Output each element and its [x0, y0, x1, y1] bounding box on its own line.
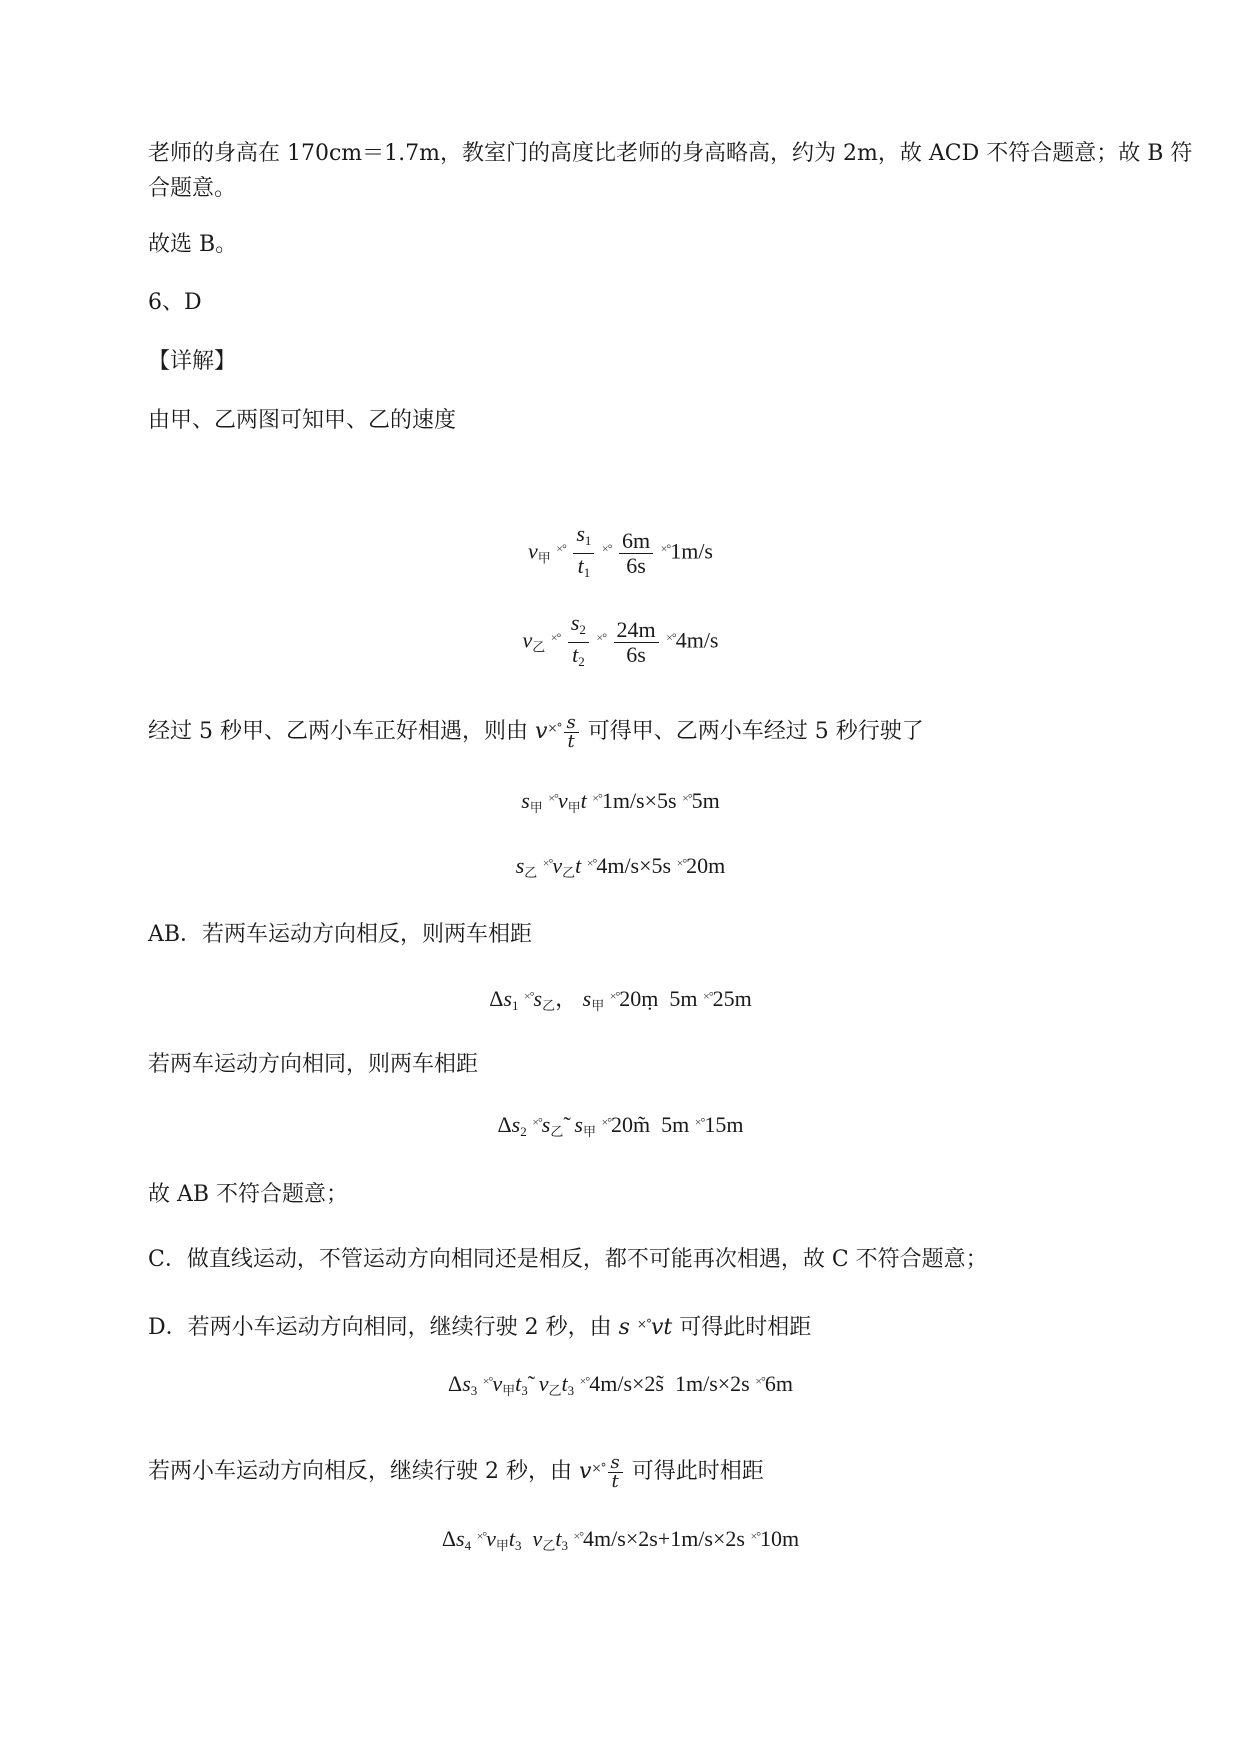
paragraph: AB．若两车运动方向相反，则两车相距 [148, 922, 533, 947]
fraction: $\frac{24m}{6s}$ [614, 618, 659, 667]
formula-s-yi: $s_乙$ $^{\times^\circ}v_乙t$ ×°4m/s×5s ×°20m [515, 853, 726, 880]
paragraph: 若两小车运动方向相反，继续行驶 2 秒，由 v×° $\frac{s}{t}$ 可得此时相距 [148, 1451, 764, 1492]
paragraph: 若两车运动方向相同，则两车相距 [148, 1052, 479, 1077]
paragraph: 合题意。 [148, 176, 237, 201]
paragraph: C．做直线运动，不管运动方向相同还是相反，都不可能再次相遇，故 C 不符合题意； [148, 1247, 988, 1272]
paragraph: 老师的身高在 170cm＝1.7m，教室门的高度比老师的身高略高，约为 2m，故 ACD 不符合题意；故 B 符 [148, 141, 1193, 166]
paragraph: 故选 B。 [148, 232, 238, 257]
formula-v-jia: $v_甲$ ×° $\frac{s_1}{t_1}$ ×° $\frac{6m}{6s}$ ×°1m/s [0, 522, 1241, 585]
section-heading: 【详解】 [148, 349, 237, 374]
question-number: 6、D [148, 290, 202, 315]
fraction: $\frac{6m}{6s}$ [619, 529, 653, 578]
paragraph: D．若两小车运动方向相同，继续行驶 2 秒，由 s ×°vt 可得此时相距 [148, 1315, 812, 1340]
paragraph: 经过 5 秒甲、乙两小车正好相遇，则由 v×° $\frac{s}{t}$ 可得甲、乙两小车经过 5 秒行驶了 [148, 711, 924, 752]
formula-delta-s4: $\Delta s_4$ $^{\times^\circ}v_甲t_3$ $v_乙t_3$ ×°4m/s×2s+1m/s×2s ×°10m [441, 1526, 800, 1553]
formula-delta-s3: $\Delta s_3$ $^{\times^\circ}v_甲t_3̃$ $v_乙t_3$ ×°4m/s×2s̃ 1m/s×2s ×°6m [448, 1371, 793, 1398]
fraction: $\frac{s_1}{t_1}$ [573, 522, 594, 585]
formula-v-yi: $v_乙$ ×° $\frac{s_2}{t_2}$ ×° $\frac{24m}{6s}$ ×°4m/s [0, 611, 1241, 674]
formula-delta-s2: $\Delta s_2$ $^{\times^\circ}s_乙̃$ $s_甲$ ×°20m̃ 5m ×°15m [497, 1112, 744, 1139]
formula-delta-s1: $\Delta s_1$ $^{\times^\circ}s_乙$， $s_甲$ ×°20ṃ 5m ×°25m [489, 986, 752, 1013]
paragraph: 故 AB 不符合题意； [148, 1182, 349, 1207]
formula-s-jia: $s_甲$ $^{\times^\circ}v_甲t$ ×°1m/s×5s ×°5m [521, 788, 720, 815]
paragraph: 由甲、乙两图可知甲、乙的速度 [148, 408, 457, 433]
fraction: $\frac{s_2}{t_2}$ [568, 611, 589, 674]
